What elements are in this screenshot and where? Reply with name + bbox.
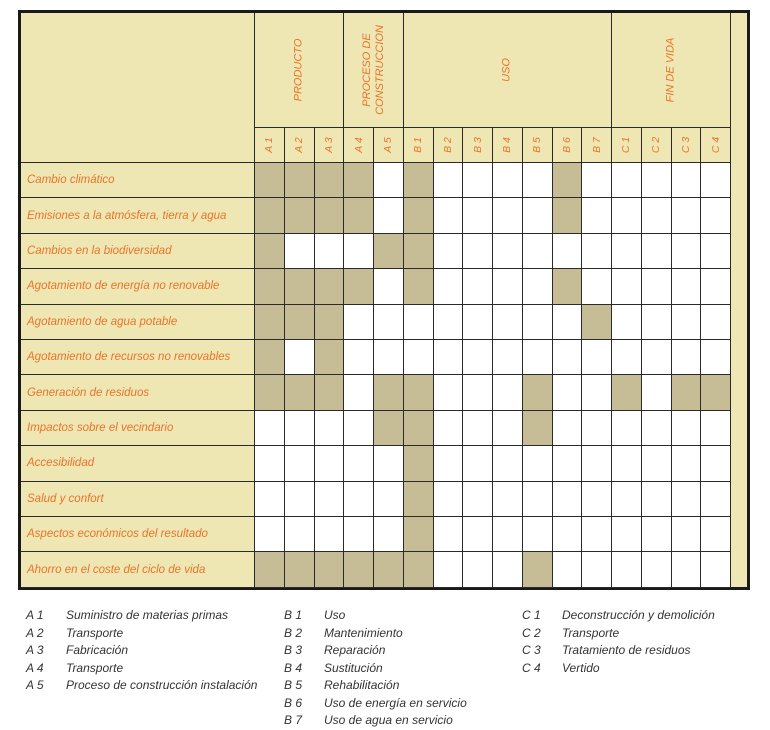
legend-item	[522, 608, 715, 622]
column-header-b2	[434, 128, 464, 163]
legend-text: Uso de agua en servicio	[324, 713, 453, 727]
matrix-cell-filled	[255, 552, 285, 587]
column-header-label: B 2	[441, 137, 454, 153]
matrix-cell-empty	[374, 340, 404, 375]
matrix-cell-empty	[642, 375, 672, 410]
matrix-cell-filled	[315, 375, 345, 410]
matrix-cell-empty	[701, 305, 731, 340]
row-label: Ahorro en el coste del ciclo de vida	[21, 552, 255, 587]
matrix-cell-empty	[315, 517, 345, 552]
matrix-cell-filled	[404, 517, 434, 552]
matrix-cell-empty	[463, 234, 493, 269]
matrix-cell-filled	[285, 163, 315, 198]
group-header-label	[665, 38, 678, 103]
matrix-cell-empty	[582, 198, 612, 233]
matrix-cell-filled	[315, 269, 345, 304]
matrix-cell-empty	[463, 269, 493, 304]
group-header-label	[501, 58, 514, 82]
column-header-c4	[701, 128, 731, 163]
matrix-cell-empty	[463, 482, 493, 517]
matrix-cell-filled	[255, 198, 285, 233]
matrix-cell-empty	[255, 517, 285, 552]
legend-code: B 7	[284, 713, 303, 727]
matrix-cell-empty	[672, 517, 702, 552]
matrix-cell-empty	[404, 340, 434, 375]
matrix-cell-filled	[404, 234, 434, 269]
legend-code: A 3	[26, 643, 44, 657]
legend-text: Sustitución	[324, 660, 383, 675]
matrix-cell-empty	[553, 482, 583, 517]
legend-item	[284, 678, 399, 692]
group-header-line: PROCESO DE	[360, 33, 373, 107]
matrix-cell-empty	[612, 482, 642, 517]
matrix-cell-empty	[463, 305, 493, 340]
group-header-label	[293, 39, 306, 102]
matrix-cell-empty	[553, 375, 583, 410]
matrix-cell-empty	[255, 446, 285, 481]
column-header-b6	[553, 128, 583, 163]
matrix-cell-empty	[344, 482, 374, 517]
matrix-cell-filled	[344, 552, 374, 587]
matrix-cell-empty	[374, 198, 404, 233]
matrix-cell-empty	[434, 269, 464, 304]
matrix-cell-empty	[523, 517, 553, 552]
matrix-cell-empty	[672, 552, 702, 587]
matrix-cell-empty	[374, 305, 404, 340]
matrix-cell-empty	[285, 482, 315, 517]
column-header-label: C 2	[650, 136, 663, 154]
matrix-cell-filled	[582, 305, 612, 340]
legend-item	[522, 661, 600, 675]
legend-text: Uso de energía en servicio	[324, 695, 467, 710]
legend-text: Proceso de construcción instalación	[66, 678, 258, 692]
legend-code: B 1	[284, 608, 303, 622]
matrix-cell-filled	[523, 375, 553, 410]
column-header-label: B 5	[531, 137, 544, 153]
row-label: Aspectos económicos del resultado	[21, 517, 255, 552]
matrix-cell-filled	[374, 375, 404, 410]
matrix-cell-empty	[612, 411, 642, 446]
legend-item	[26, 661, 123, 675]
matrix-cell-empty	[642, 340, 672, 375]
matrix-cell-empty	[701, 411, 731, 446]
matrix-cell-empty	[434, 234, 464, 269]
matrix-cell-filled	[404, 552, 434, 587]
matrix-cell-empty	[582, 340, 612, 375]
row-label: Impactos sobre el vecindario	[21, 411, 255, 446]
matrix-cell-empty	[493, 340, 523, 375]
matrix-cell-filled	[344, 198, 374, 233]
matrix-cell-empty	[582, 446, 612, 481]
matrix-cell-empty	[463, 340, 493, 375]
matrix-cell-empty	[523, 234, 553, 269]
matrix-cell-filled	[701, 375, 731, 410]
matrix-cell-empty	[582, 517, 612, 552]
matrix-cell-empty	[672, 340, 702, 375]
matrix-cell-empty	[493, 552, 523, 587]
legend-code: B 6	[284, 695, 303, 710]
matrix-cell-filled	[285, 269, 315, 304]
matrix-cell-empty	[642, 198, 672, 233]
matrix-cell-empty	[255, 482, 285, 517]
matrix-cell-empty	[672, 198, 702, 233]
matrix-cell-empty	[612, 340, 642, 375]
matrix-cell-empty	[285, 517, 315, 552]
legend-code: A 5	[26, 678, 44, 692]
column-header-c1	[612, 128, 642, 163]
matrix-cell-empty	[463, 198, 493, 233]
matrix-cell-filled	[404, 269, 434, 304]
matrix-cell-empty	[463, 446, 493, 481]
matrix-cell-filled	[404, 198, 434, 233]
matrix-cell-filled	[315, 305, 345, 340]
column-header-c2	[642, 128, 672, 163]
column-header-label: A 3	[322, 137, 335, 153]
column-header-a2	[285, 128, 315, 163]
matrix-cell-filled	[553, 163, 583, 198]
legend-text: Suministro de materias primas	[66, 608, 229, 622]
legend-code: C 4	[522, 660, 541, 675]
matrix-cell-filled	[374, 411, 404, 446]
matrix-cell-empty	[553, 411, 583, 446]
matrix-cell-filled	[285, 375, 315, 410]
legend-item	[522, 626, 619, 640]
matrix-cell-empty	[553, 552, 583, 587]
column-header-a1	[255, 128, 285, 163]
legend-item	[26, 608, 228, 622]
column-header-b4	[493, 128, 523, 163]
matrix-cell-filled	[344, 269, 374, 304]
matrix-cell-empty	[553, 305, 583, 340]
matrix-cell-empty	[315, 446, 345, 481]
column-header-label: B 1	[412, 137, 425, 153]
matrix-cell-empty	[493, 446, 523, 481]
matrix-cell-filled	[344, 163, 374, 198]
matrix-cell-empty	[701, 198, 731, 233]
matrix-cell-empty	[374, 446, 404, 481]
column-header-a5	[374, 128, 404, 163]
column-header-b5	[523, 128, 553, 163]
matrix-cell-empty	[463, 163, 493, 198]
matrix-cell-empty	[493, 482, 523, 517]
legend-item	[284, 643, 385, 657]
legend-item	[284, 713, 453, 727]
matrix-cell-empty	[582, 163, 612, 198]
matrix-cell-empty	[582, 375, 612, 410]
matrix-cell-empty	[612, 517, 642, 552]
matrix-cell-empty	[434, 305, 464, 340]
matrix-cell-empty	[642, 234, 672, 269]
column-header-label: A 2	[293, 137, 306, 153]
column-header-b7	[582, 128, 612, 163]
matrix-cell-filled	[523, 552, 553, 587]
matrix-cell-empty	[523, 198, 553, 233]
matrix-cell-empty	[672, 305, 702, 340]
legend-item	[284, 608, 345, 622]
matrix-cell-filled	[374, 234, 404, 269]
matrix-cell-empty	[434, 446, 464, 481]
row-label: Cambios en la biodiversidad	[21, 234, 255, 269]
matrix-cell-empty	[523, 163, 553, 198]
legend-item	[284, 661, 383, 675]
group-header-line: USO	[500, 58, 513, 82]
row-label: Agotamiento de agua potable	[21, 305, 255, 340]
matrix-cell-empty	[582, 482, 612, 517]
column-header-c3	[672, 128, 702, 163]
matrix-cell-empty	[434, 482, 464, 517]
matrix-cell-empty	[642, 482, 672, 517]
matrix-cell-empty	[672, 269, 702, 304]
matrix-cell-filled	[315, 198, 345, 233]
row-label: Agotamiento de energía no renovable	[21, 269, 255, 304]
matrix-cell-empty	[701, 163, 731, 198]
matrix-cell-empty	[285, 446, 315, 481]
matrix-cell-empty	[553, 446, 583, 481]
legend-item	[522, 643, 691, 657]
matrix-cell-empty	[374, 517, 404, 552]
legend-text: Transporte	[66, 660, 124, 675]
matrix-cell-empty	[493, 234, 523, 269]
matrix-cell-empty	[701, 269, 731, 304]
group-header-producto	[255, 13, 344, 128]
legend-code: C 1	[522, 608, 541, 622]
group-header-line: CONSTRUCCION	[373, 25, 386, 115]
matrix-cell-empty	[434, 517, 464, 552]
legend-item	[26, 643, 128, 657]
legend-item	[284, 696, 467, 710]
matrix-cell-filled	[553, 269, 583, 304]
matrix-cell-empty	[523, 340, 553, 375]
matrix-cell-empty	[582, 552, 612, 587]
legend-item	[26, 678, 257, 692]
matrix-cell-filled	[285, 552, 315, 587]
column-header-label: A 5	[382, 137, 395, 153]
matrix-cell-filled	[255, 163, 285, 198]
matrix-cell-empty	[523, 446, 553, 481]
legend-code: B 3	[284, 643, 303, 657]
row-label: Accesibilidad	[21, 446, 255, 481]
matrix-cell-empty	[553, 340, 583, 375]
matrix-cell-empty	[642, 517, 672, 552]
legend-code: B 5	[284, 678, 303, 692]
matrix-cell-empty	[612, 198, 642, 233]
matrix-cell-empty	[701, 234, 731, 269]
matrix-cell-filled	[255, 269, 285, 304]
matrix-cell-empty	[374, 269, 404, 304]
matrix-cell-empty	[553, 234, 583, 269]
group-header-fin-de-vida	[612, 13, 731, 128]
matrix-cell-empty	[255, 411, 285, 446]
matrix-cell-empty	[285, 411, 315, 446]
matrix-cell-empty	[285, 234, 315, 269]
legend-code: C 3	[522, 643, 541, 657]
group-header-line: FIN DE VIDA	[664, 37, 677, 103]
legend-code: B 4	[284, 660, 303, 675]
column-header-label: C 3	[679, 136, 692, 154]
matrix-cell-empty	[523, 269, 553, 304]
matrix-cell-empty	[642, 163, 672, 198]
legend-text: Fabricación	[66, 643, 129, 657]
matrix-cell-empty	[463, 517, 493, 552]
row-label: Emisiones a la atmósfera, tierra y agua	[21, 198, 255, 233]
group-header-uso	[404, 13, 612, 128]
matrix-cell-empty	[463, 375, 493, 410]
matrix-cell-empty	[642, 305, 672, 340]
matrix-cell-filled	[255, 375, 285, 410]
matrix-cell-filled	[374, 552, 404, 587]
matrix-cell-empty	[493, 517, 523, 552]
group-header-label	[361, 25, 387, 115]
matrix-cell-empty	[701, 446, 731, 481]
matrix-cell-empty	[344, 305, 374, 340]
matrix-cell-empty	[612, 269, 642, 304]
matrix-cell-empty	[701, 340, 731, 375]
legend-text: Rehabilitación	[324, 678, 400, 692]
column-header-label: B 7	[590, 137, 603, 153]
matrix-cell-empty	[493, 375, 523, 410]
column-header-label: B 6	[560, 137, 573, 153]
legend-text: Transporte	[66, 625, 124, 640]
matrix-cell-empty	[672, 234, 702, 269]
matrix-cell-empty	[493, 269, 523, 304]
matrix-cell-empty	[672, 446, 702, 481]
matrix-cell-empty	[404, 305, 434, 340]
matrix-cell-empty	[523, 305, 553, 340]
matrix-cell-empty	[701, 517, 731, 552]
matrix-cell-empty	[374, 163, 404, 198]
matrix-cell-empty	[285, 340, 315, 375]
column-header-a3	[315, 128, 345, 163]
matrix-cell-filled	[315, 552, 345, 587]
matrix-cell-empty	[672, 411, 702, 446]
matrix-cell-filled	[612, 375, 642, 410]
matrix-cell-filled	[404, 446, 434, 481]
matrix-cell-empty	[315, 234, 345, 269]
matrix-cell-filled	[315, 163, 345, 198]
legend-code: B 2	[284, 625, 303, 640]
matrix-cell-empty	[434, 163, 464, 198]
matrix-cell-empty	[672, 482, 702, 517]
matrix-cell-empty	[344, 234, 374, 269]
matrix-cell-empty	[463, 552, 493, 587]
group-header-line: PRODUCTO	[292, 38, 305, 102]
matrix-cell-empty	[582, 269, 612, 304]
row-label: Salud y confort	[21, 482, 255, 517]
matrix-cell-empty	[344, 375, 374, 410]
legend-item	[284, 626, 403, 640]
column-header-label: A 1	[263, 137, 276, 153]
matrix-cell-empty	[582, 234, 612, 269]
matrix-cell-empty	[434, 552, 464, 587]
column-header-b1	[404, 128, 434, 163]
matrix-cell-empty	[493, 305, 523, 340]
matrix-cell-filled	[315, 340, 345, 375]
matrix-cell-filled	[255, 340, 285, 375]
matrix-cell-empty	[701, 482, 731, 517]
legend-code: A 1	[26, 608, 44, 622]
matrix-cell-empty	[612, 446, 642, 481]
matrix-cell-empty	[315, 482, 345, 517]
matrix-cell-filled	[255, 234, 285, 269]
matrix-cell-filled	[404, 411, 434, 446]
header-corner	[21, 13, 255, 163]
matrix-cell-empty	[523, 482, 553, 517]
column-header-b3	[463, 128, 493, 163]
column-header-a4	[344, 128, 374, 163]
matrix-cell-filled	[404, 163, 434, 198]
matrix-cell-empty	[493, 411, 523, 446]
matrix-cell-empty	[672, 163, 702, 198]
matrix-cell-empty	[315, 411, 345, 446]
matrix-cell-empty	[434, 375, 464, 410]
matrix-cell-empty	[612, 163, 642, 198]
matrix-cell-empty	[553, 517, 583, 552]
matrix-cell-empty	[612, 234, 642, 269]
legend-code: A 4	[26, 660, 44, 675]
matrix-cell-empty	[434, 198, 464, 233]
legend-text: Tratamiento de residuos	[562, 643, 691, 657]
matrix-cell-empty	[612, 552, 642, 587]
matrix-cell-empty	[463, 411, 493, 446]
matrix-cell-empty	[434, 411, 464, 446]
legend-text: Reparación	[324, 643, 386, 657]
matrix-cell-filled	[523, 411, 553, 446]
column-header-label: B 3	[471, 137, 484, 153]
matrix-cell-empty	[701, 552, 731, 587]
matrix-cell-empty	[642, 552, 672, 587]
matrix-cell-empty	[344, 340, 374, 375]
matrix-cell-filled	[255, 305, 285, 340]
legend-code: A 2	[26, 625, 44, 640]
matrix-cell-empty	[493, 198, 523, 233]
matrix-cell-empty	[642, 269, 672, 304]
matrix-cell-empty	[612, 305, 642, 340]
row-label: Generación de residuos	[21, 375, 255, 410]
matrix-cell-empty	[582, 411, 612, 446]
matrix-cell-filled	[672, 375, 702, 410]
column-header-label: C 4	[709, 136, 722, 154]
matrix-cell-empty	[374, 482, 404, 517]
matrix-cell-empty	[434, 340, 464, 375]
legend-item	[26, 626, 123, 640]
legend-text: Vertido	[562, 660, 600, 675]
matrix-cell-filled	[553, 198, 583, 233]
legend-text: Transporte	[562, 625, 620, 640]
matrix-cell-empty	[344, 411, 374, 446]
row-label: Agotamiento de recursos no renovables	[21, 340, 255, 375]
matrix-cell-filled	[404, 375, 434, 410]
matrix-cell-empty	[344, 446, 374, 481]
matrix-cell-filled	[285, 305, 315, 340]
column-header-label: C 1	[620, 136, 633, 154]
matrix-cell-empty	[642, 446, 672, 481]
matrix-cell-empty	[344, 517, 374, 552]
group-header-proceso-de-construccion	[344, 13, 404, 128]
column-header-label: A 4	[352, 137, 365, 153]
impact-matrix-table	[18, 10, 750, 590]
matrix-cell-empty	[493, 163, 523, 198]
column-header-label: B 4	[501, 137, 514, 153]
matrix-cell-empty	[642, 411, 672, 446]
row-label: Cambio climático	[21, 163, 255, 198]
legend-text: Mantenimiento	[324, 625, 403, 640]
matrix-cell-filled	[285, 198, 315, 233]
legend-text: Deconstrucción y demolición	[562, 608, 715, 622]
matrix-cell-filled	[404, 482, 434, 517]
legend-code: C 2	[522, 625, 541, 640]
legend-text: Uso	[324, 608, 346, 622]
